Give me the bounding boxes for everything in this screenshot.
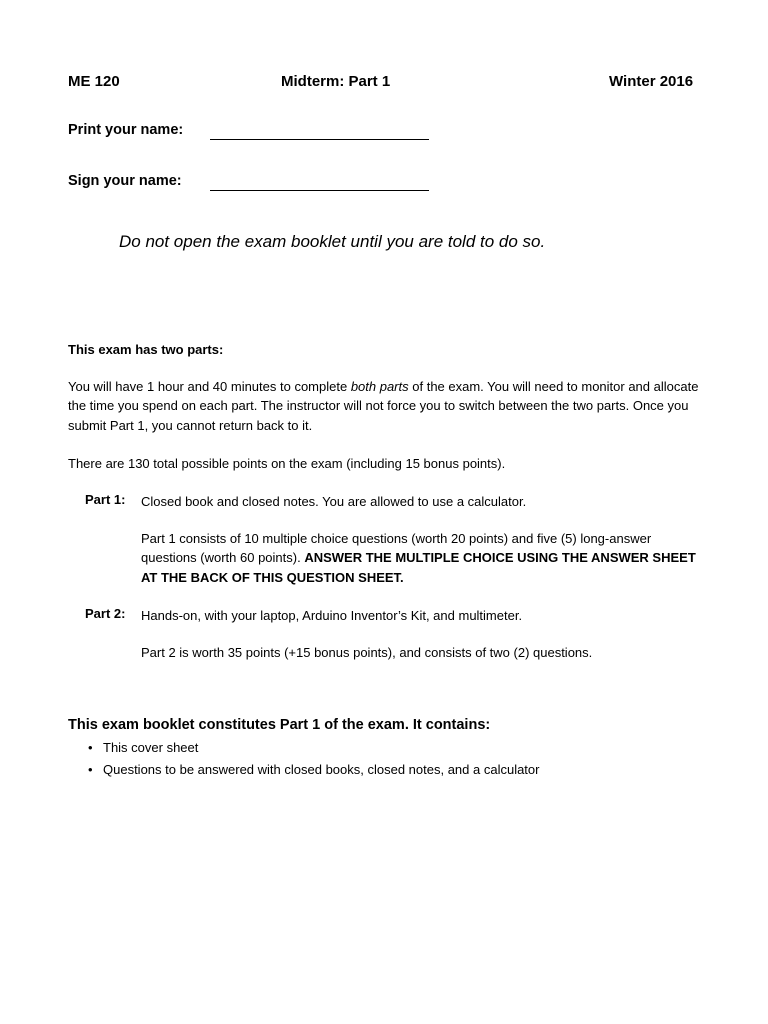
notice-text: Do not open the exam booklet until you are told to do so.: [119, 232, 546, 251]
part1-details: Part 1 consists of 10 multiple choice questions (worth 20 points) and five (5) long-answer questions (worth 60 points). ANSWER THE MULTIPLE CHOICE USING THE ANSWER SHEET AT THE BACK OF THIS QUESTION SHEET.: [141, 531, 696, 585]
part1-label: Part 1:: [85, 492, 126, 507]
part2-description: Hands-on, with your laptop, Arduino Inventor’s Kit, and multimeter.: [141, 608, 523, 623]
exam-term: Winter 2016: [609, 73, 694, 90]
parts-heading: This exam has two parts:: [68, 342, 224, 357]
bullet-icon: •: [88, 762, 93, 777]
print-name-label: Print your name:: [68, 122, 184, 138]
points-paragraph: There are 130 total possible points on the exam (including 15 bonus points).: [68, 456, 506, 471]
booklet-heading: This exam booklet constitutes Part 1 of the exam. It contains:: [68, 717, 491, 733]
course-code: ME 120: [68, 73, 120, 90]
both-parts-emphasis: both parts: [350, 379, 409, 394]
exam-title: Midterm: Part 1: [281, 73, 391, 90]
booklet-item: Questions to be answered with closed books, closed notes, and a calculator: [103, 762, 540, 777]
time-paragraph: You will have 1 hour and 40 minutes to complete both parts of the exam. You will need to monitor and allocate the time you spend on each part. The instructor will not force you to switch between the two parts. Once you submit Part 1, you cannot return back to it.: [68, 379, 699, 433]
sign-name-label: Sign your name:: [68, 173, 182, 189]
part2-details: Part 2 is worth 35 points (+15 bonus points), and consists of two (2) questions.: [141, 645, 593, 660]
part2-label: Part 2:: [85, 606, 126, 621]
booklet-item: This cover sheet: [103, 740, 199, 755]
print-name-line[interactable]: [210, 123, 429, 140]
answer-sheet-instruction: ANSWER THE MULTIPLE CHOICE USING THE ANSWER SHEET AT THE BACK OF THIS QUESTION SHEET.: [141, 550, 696, 585]
bullet-icon: •: [88, 740, 93, 755]
part1-description: Closed book and closed notes. You are allowed to use a calculator.: [141, 494, 527, 509]
sign-name-line[interactable]: [210, 174, 429, 191]
